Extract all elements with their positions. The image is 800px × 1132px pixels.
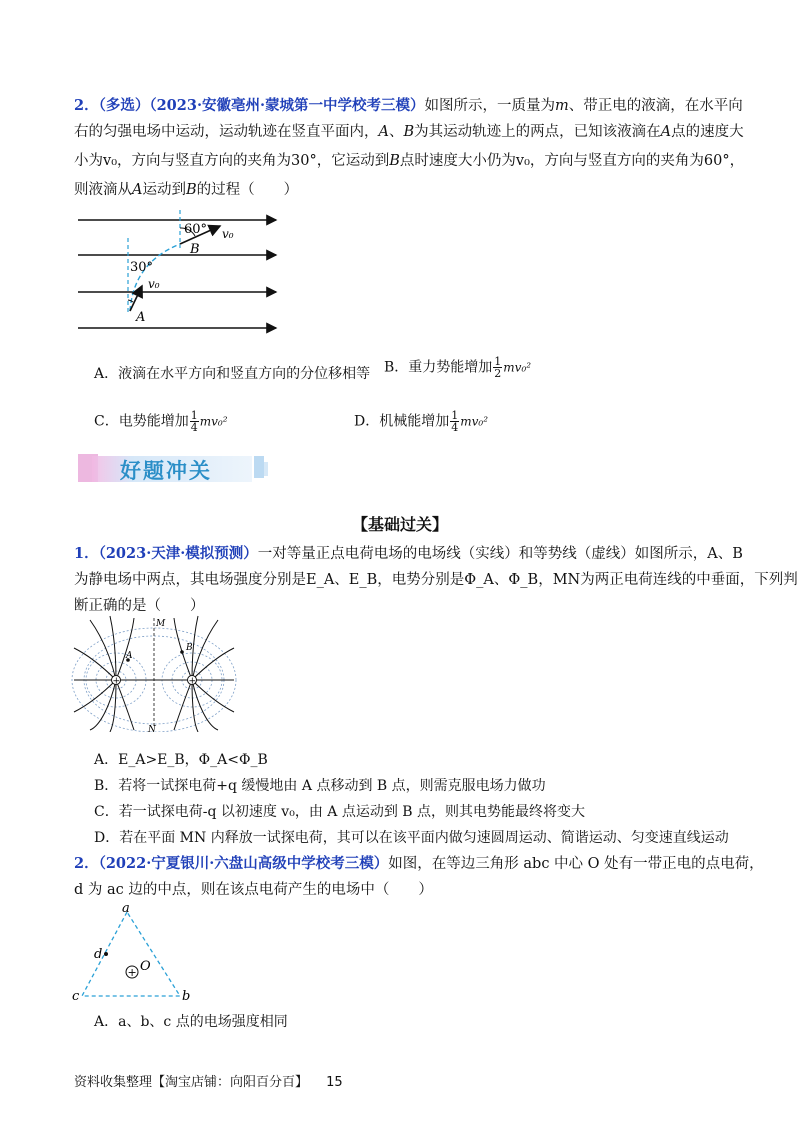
question-line: 2．（2022·宁夏银川·六盘山高级中学校考三模）如图，在等边三角形 abc 中心 O 处有一带正电的点电荷， <box>74 855 764 872</box>
option-a[interactable]: A．液滴在水平方向和竖直方向的分位移相等 <box>94 366 371 382</box>
page-footer <box>74 1071 343 1090</box>
question-source-tag: （2022·宁夏银川·六盘山高级中学校考三模） <box>98 855 389 872</box>
fraction: $\frac{1}{2}$ <box>494 355 502 380</box>
fraction: $\frac{1}{4}$ <box>190 409 198 434</box>
angle-top-label: 60° <box>184 222 208 237</box>
point-d-label: d <box>94 947 103 962</box>
question-number: 2． <box>74 855 99 872</box>
option-c[interactable]: C．若一试探电荷-q 以初速度 v₀，由 A 点运动到 B 点，则其电势能最终将变大 <box>94 804 586 820</box>
question-line: d 为 ac 边的中点，则在该点电荷产生的电场中（ ） <box>74 882 433 898</box>
option-b[interactable]: B．重力势能增加 $\frac{1}{2}$ mv₀² <box>384 355 532 380</box>
vertex-b-label: b <box>182 989 191 1004</box>
label-m: M <box>156 619 166 629</box>
question-line: 2．（多选）（2023·安徽亳州·蒙城第一中学校考三模）如图所示，一质量为m、带正电的液滴，在水平向 <box>74 97 743 114</box>
question-number: 2． <box>74 97 99 114</box>
section-title: 【基础过关】 <box>351 515 448 534</box>
point-d-dot <box>104 952 108 956</box>
question-line: 则液滴从A运动到B的过程（ ） <box>74 182 299 198</box>
velocity-bottom-label: v₀ <box>148 277 160 291</box>
question-line: 1．（2023·天津·模拟预测）一对等量正点电荷电场的电场线（实线）和等势线（虚线）如图所示，A、B <box>74 545 743 562</box>
question-line: 小为v₀，方向与竖直方向的夹角为30°，它运动到B点时速度大小仍为v₀，方向与竖直方向的夹角为60°， <box>74 153 745 169</box>
vertex-a-label: a <box>122 901 130 916</box>
option-b[interactable]: B．若将一试探电荷+q 缓慢地由 A 点移动到 B 点，则需克服电场力做功 <box>94 778 546 794</box>
option-d[interactable]: D．若在平面 MN 内释放一试探电荷，其可以在该平面内做匀速圆周运动、简谐运动、匀变速直线运动 <box>94 830 729 846</box>
point-a-label: A <box>136 310 146 325</box>
vertex-c-label: c <box>72 989 80 1004</box>
fraction: $\frac{1}{4}$ <box>451 409 459 434</box>
question-line: 为静电场中两点，其电场强度分别是E_A、E_B，电势分别是Φ_A、Φ_B，MN为两正电荷连线的中垂面，下列判 <box>74 572 798 588</box>
footer-text: 资料收集整理【淘宝店铺：向阳百分百】 <box>74 1075 309 1090</box>
question-source-tag: （2023·天津·模拟预测） <box>98 545 258 562</box>
angle-bottom-label: 30° <box>130 260 154 275</box>
svg-text:+: + <box>188 676 197 687</box>
center-o-label: O <box>140 959 151 974</box>
option-a[interactable]: A．E_A>E_B，Φ_A<Φ_B <box>94 752 268 768</box>
trajectory-figure <box>70 208 290 338</box>
label-b: B <box>186 643 193 653</box>
page-number: 15 <box>326 1075 343 1090</box>
option-a[interactable]: A．a、b、c 点的电场强度相同 <box>94 1014 288 1030</box>
field-lines-figure <box>70 614 240 732</box>
point-b-dot <box>180 650 184 654</box>
option-c[interactable]: C．电势能增加 $\frac{1}{4}$ mv₀² <box>94 409 228 434</box>
point-b-label: B <box>190 242 200 257</box>
label-a: A <box>126 651 133 661</box>
question-source-tag: （多选）（2023·安徽亳州·蒙城第一中学校考三模） <box>98 97 425 114</box>
triangle-figure <box>70 900 200 1004</box>
banner-title: 好题冲关 <box>120 459 212 483</box>
label-n: N <box>148 725 156 732</box>
option-d[interactable]: D．机械能增加 $\frac{1}{4}$ mv₀² <box>354 409 489 434</box>
question-line: 断正确的是（ ） <box>74 598 205 614</box>
velocity-top-label: v₀ <box>222 227 234 241</box>
svg-text:+: + <box>112 676 121 687</box>
question-line: 右的匀强电场中运动，运动轨迹在竖直平面内，A、B为其运动轨迹上的两点，已知该液滴在A点的速度大 <box>74 124 744 140</box>
question-number: 1． <box>74 545 99 562</box>
svg-text:+: + <box>127 966 137 979</box>
